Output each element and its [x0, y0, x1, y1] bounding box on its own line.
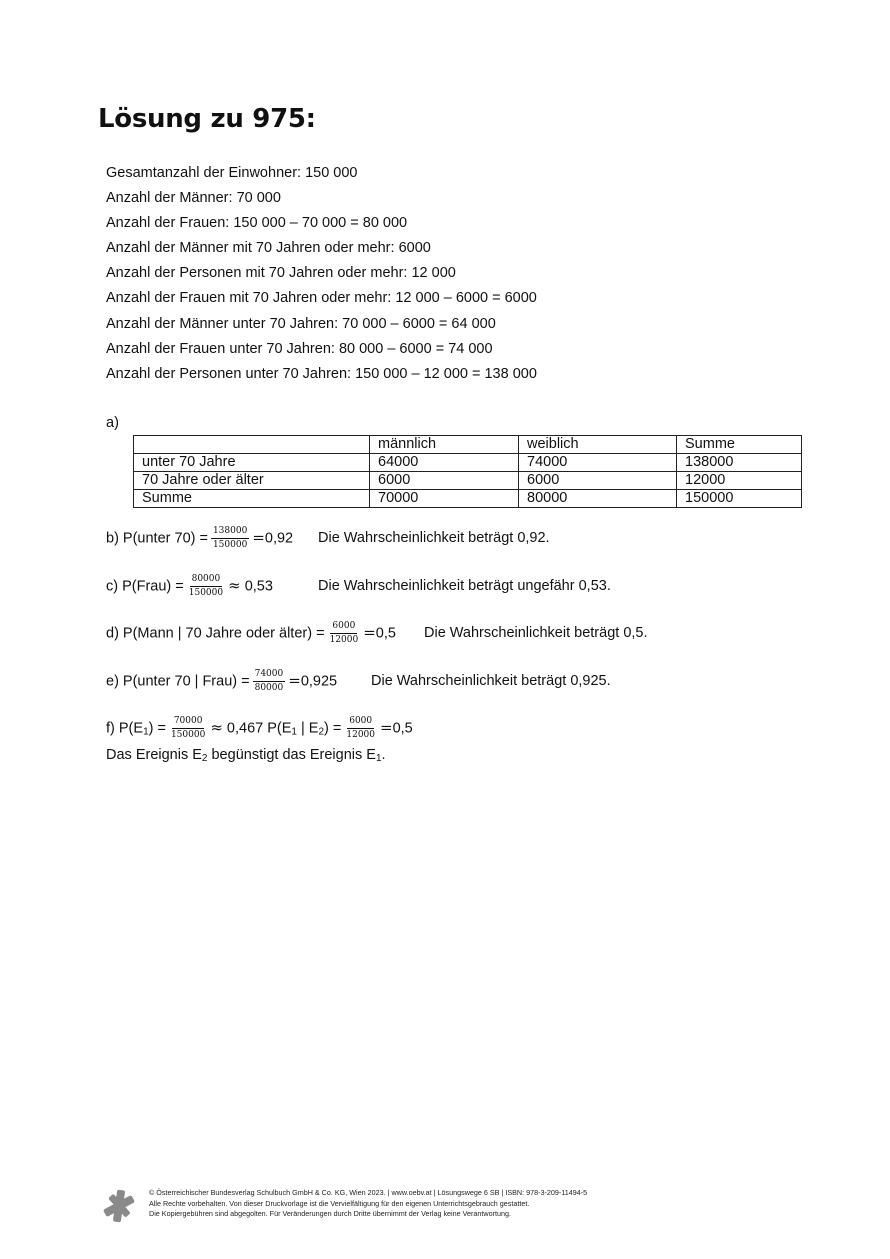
- conclusion-line: [106, 747, 386, 764]
- result: 0,925: [300, 673, 338, 690]
- denominator: 80000: [254, 683, 284, 693]
- table-cell: weiblich: [519, 436, 677, 454]
- result: 0,92: [264, 530, 294, 547]
- answer-sentence: Die Wahrscheinlichkeit beträgt 0,92.: [318, 530, 550, 546]
- denominator: 150000: [188, 588, 224, 598]
- table-cell: 80000: [519, 490, 677, 508]
- conclusion-text: begünstigt das Ereignis E: [207, 747, 376, 763]
- table-row: [134, 472, 802, 490]
- fact-line: Anzahl der Männer: 70 000: [106, 190, 281, 207]
- contingency-table: [133, 435, 802, 508]
- table-cell: 70000: [370, 490, 519, 508]
- table-cell: männlich: [370, 436, 519, 454]
- subscript: 2: [201, 753, 208, 764]
- formula-lhs: P(E: [267, 720, 292, 737]
- result: 0,467: [226, 720, 264, 737]
- fact-line: Anzahl der Frauen unter 70 Jahren: 80 000 – 6000 = 74 000: [106, 340, 493, 357]
- operator: =: [288, 671, 301, 690]
- fraction: [169, 716, 207, 741]
- operator: ≈: [228, 576, 241, 595]
- fact-line: Anzahl der Männer unter 70 Jahren: 70 000 – 6000 = 64 000: [106, 315, 496, 332]
- conclusion-text: Das Ereignis E: [106, 747, 202, 763]
- table-cell: 70 Jahre oder älter: [134, 472, 370, 490]
- result: 0,5: [375, 625, 396, 642]
- answer-c: [106, 574, 611, 599]
- footer-line: Die Kopiergebühren sind abgegolten. Für Veränderungen durch Dritte übernimmt der Verlag keine Verantwortung.: [149, 1209, 511, 1218]
- answer-sentence: Die Wahrscheinlichkeit beträgt ungefähr 0,53.: [318, 578, 611, 594]
- table-cell: 64000: [370, 454, 519, 472]
- subscript: 1: [143, 726, 149, 738]
- part-a-label: a): [106, 415, 119, 431]
- answer-sentence: Die Wahrscheinlichkeit beträgt 0,925.: [371, 673, 611, 689]
- denominator: 12000: [346, 730, 376, 740]
- fact-line: Anzahl der Personen unter 70 Jahren: 150 000 – 12 000 = 138 000: [106, 365, 537, 382]
- result: 0,5: [392, 720, 413, 737]
- fraction: [328, 621, 361, 646]
- numerator: 74000: [253, 669, 286, 682]
- result: 0,53: [244, 578, 273, 595]
- fraction: [187, 574, 225, 599]
- publisher-logo-icon: [102, 1189, 136, 1223]
- fraction: [344, 716, 377, 741]
- formula-lhs: c) P(Frau) =: [106, 578, 184, 595]
- table-cell: 6000: [519, 472, 677, 490]
- table-cell: 6000: [370, 472, 519, 490]
- numerator: 6000: [330, 621, 357, 634]
- answer-f: [106, 716, 413, 741]
- denominator: 12000: [329, 635, 359, 645]
- footer: [102, 1188, 662, 1228]
- formula-lhs: f) P(E: [106, 720, 144, 737]
- formula-lhs: b) P(unter 70) =: [106, 530, 208, 547]
- formula-mid: | E: [296, 720, 319, 737]
- numerator: 70000: [172, 716, 205, 729]
- table-row: [134, 490, 802, 508]
- facts-list: [106, 163, 537, 389]
- operator: =: [363, 623, 376, 642]
- table-cell: [134, 436, 370, 454]
- footer-line: © Österreichischer Bundesverlag Schulbuch GmbH & Co. KG, Wien 2023. | www.oebv.at | Lösungswege 6 SB | ISBN: 978-3-209-11494-5: [149, 1188, 588, 1197]
- page-title: Lösung zu 975:: [98, 104, 316, 134]
- answer-sentence: Die Wahrscheinlichkeit beträgt 0,5.: [424, 625, 648, 641]
- table-cell: Summe: [134, 490, 370, 508]
- fact-line: Anzahl der Personen mit 70 Jahren oder mehr: 12 000: [106, 265, 456, 282]
- table-cell: Summe: [677, 436, 802, 454]
- table-cell: 150000: [677, 490, 802, 508]
- numerator: 138000: [211, 526, 249, 539]
- table-header-row: [134, 436, 802, 454]
- table-cell: 74000: [519, 454, 677, 472]
- operator: =: [252, 528, 265, 547]
- fact-line: Anzahl der Männer mit 70 Jahren oder mehr: 6000: [106, 240, 431, 257]
- conclusion-text: .: [381, 747, 386, 763]
- fraction: [211, 526, 249, 551]
- table-cell: 138000: [677, 454, 802, 472]
- numerator: 80000: [190, 574, 223, 587]
- numerator: 6000: [347, 716, 374, 729]
- footer-line: Alle Rechte vorbehalten. Von dieser Druckvorlage ist die Vervielfältigung für den eigenen Unterrichtsgebrauch gestattet.: [149, 1198, 530, 1208]
- subscript: 2: [318, 726, 325, 738]
- answer-e: [106, 669, 611, 694]
- footer-text: [149, 1188, 587, 1220]
- formula-lhs-end: ) =: [148, 720, 166, 737]
- operator: =: [380, 718, 393, 737]
- denominator: 150000: [212, 540, 248, 550]
- answer-d: [106, 621, 648, 646]
- fact-line: Anzahl der Frauen: 150 000 – 70 000 = 80 000: [106, 215, 408, 232]
- denominator: 150000: [170, 730, 206, 740]
- answer-b: [106, 526, 550, 551]
- table-cell: unter 70 Jahre: [134, 454, 370, 472]
- fact-line: Anzahl der Frauen mit 70 Jahren oder mehr: 12 000 – 6000 = 6000: [106, 290, 537, 307]
- formula-lhs: e) P(unter 70 | Frau) =: [106, 673, 250, 690]
- subscript: 1: [291, 726, 297, 738]
- fraction: [253, 669, 286, 694]
- fact-line: Gesamtanzahl der Einwohner: 150 000: [106, 165, 358, 181]
- subscript: 1: [375, 753, 382, 764]
- operator: ≈: [210, 718, 223, 737]
- table-row: [134, 454, 802, 472]
- formula-lhs: d) P(Mann | 70 Jahre oder älter) =: [106, 625, 325, 642]
- formula-lhs-end: ) =: [324, 720, 342, 737]
- table-cell: 12000: [677, 472, 802, 490]
